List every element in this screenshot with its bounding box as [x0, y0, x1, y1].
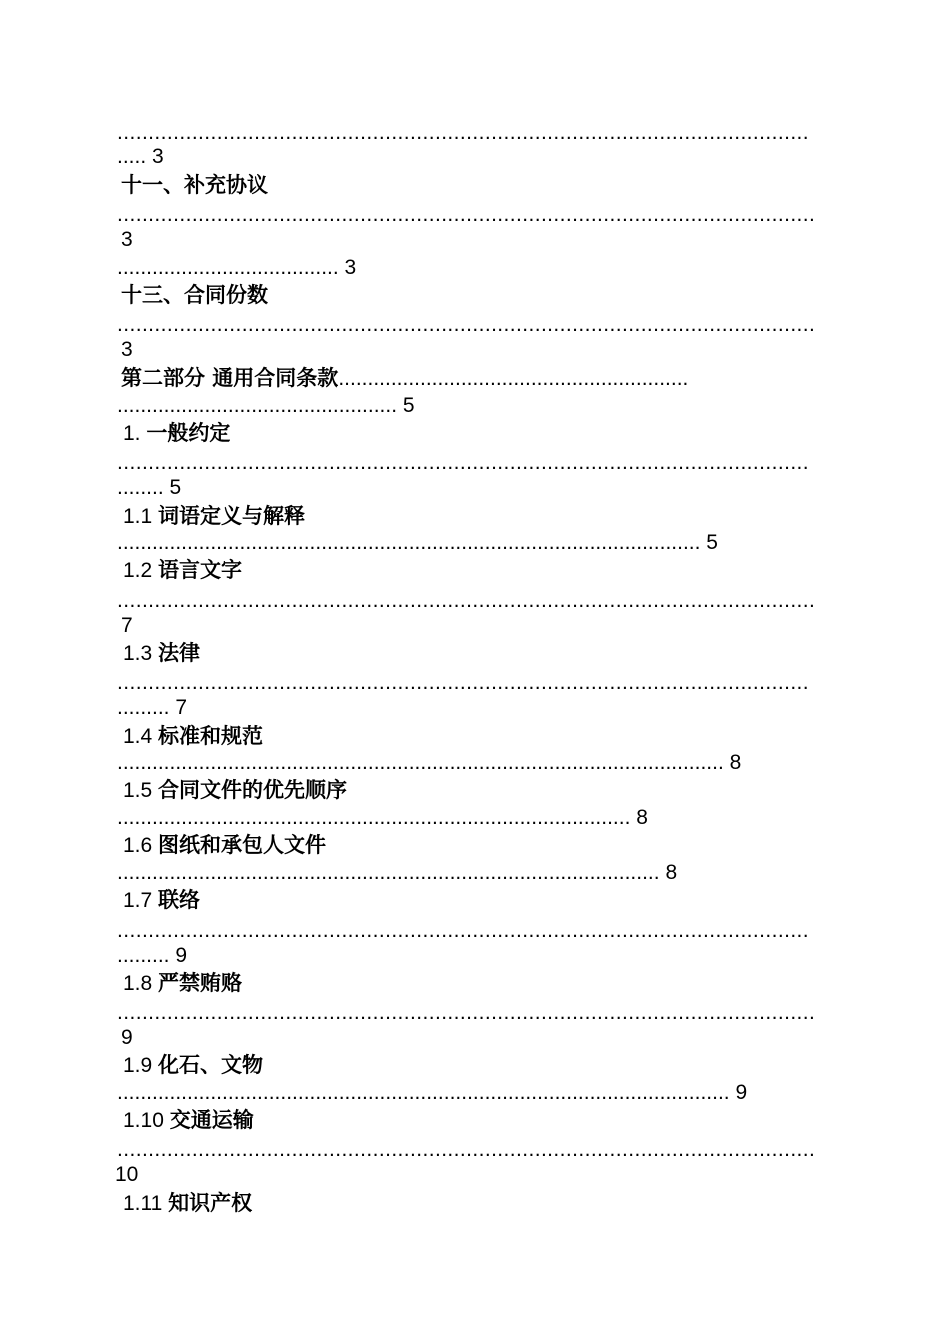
toc-leader: ................................................................................................................ [117, 1001, 816, 1024]
toc-entry-number: 1.3 [123, 642, 159, 665]
toc-leader-with-page: ............................................................................................. 8 [117, 861, 678, 884]
toc-entry-title: 知识产权 [168, 1191, 253, 1215]
toc-entry-title: 严禁贿赂 [158, 971, 243, 995]
toc-entry-1-8[interactable] [123, 970, 242, 997]
toc-leader: ............................................................................................................... [117, 121, 810, 144]
toc-page-number: 3 [121, 338, 133, 361]
toc-leader-with-page: .................................................................................................... 5 [117, 531, 718, 554]
toc-entry-title: 词语定义与解释 [158, 504, 306, 528]
toc-page-number: ......... 7 [117, 696, 188, 719]
toc-entry-section-13[interactable]: 十三、合同份数 [121, 283, 268, 307]
toc-entry-1-10[interactable] [123, 1107, 254, 1134]
toc-entry-title: 联络 [158, 888, 201, 912]
toc-entry-number: 1.7 [123, 889, 159, 912]
toc-entry-1-7[interactable] [123, 887, 200, 914]
toc-page-number: ......... 9 [117, 944, 188, 967]
toc-entry-number: 1.11 [123, 1192, 169, 1215]
toc-entry-1-9[interactable] [123, 1052, 263, 1079]
toc-entry-1-6[interactable] [123, 832, 326, 859]
toc-entry-number: 1.6 [123, 834, 159, 857]
toc-leader-with-page: ...................................... 3 [117, 256, 357, 279]
toc-entry-title: 合同文件的优先顺序 [158, 778, 348, 802]
toc-leader-with-page: ......................................................................................................... 9 [117, 1081, 748, 1104]
toc-page-number: 10 [115, 1163, 139, 1186]
toc-entry-1-5[interactable] [123, 777, 347, 804]
toc-leader: ............................................................................................................... [117, 671, 810, 694]
toc-leader: ................................................................................................................ [117, 1138, 816, 1161]
toc-entry-1-4[interactable] [123, 723, 263, 750]
toc-page-number: ........ 5 [117, 476, 182, 499]
toc-entry-number: 1.10 [123, 1109, 170, 1132]
toc-entry-title: 化石、文物 [158, 1053, 264, 1077]
toc-entry-number: 1.8 [123, 972, 159, 995]
toc-entry-part-2[interactable] [121, 365, 688, 392]
toc-entry-title: 图纸和承包人文件 [158, 833, 327, 857]
toc-leader: ................................................................................................................ [117, 589, 816, 612]
toc-leader: ............................................................................................................... [117, 451, 810, 474]
toc-entry-1-1[interactable] [123, 503, 305, 530]
toc-entry-title: 语言文字 [158, 558, 243, 582]
toc-entry-number: 1.5 [123, 779, 159, 802]
toc-leader: ............................................................................................................... [117, 919, 810, 942]
toc-entry-title: 一般约定 [146, 421, 231, 445]
toc-page-number: 3 [121, 228, 133, 251]
toc-entry-number: 1.9 [123, 1054, 159, 1077]
toc-page-number: 9 [121, 1026, 133, 1049]
toc-entry-title: 法律 [158, 641, 201, 665]
toc-entry-section-11[interactable]: 十一、补充协议 [121, 173, 268, 197]
toc-entry-title: 第二部分 通用合同条款 [121, 366, 339, 390]
toc-entry-1-3[interactable] [123, 640, 200, 667]
toc-page-number: 7 [121, 614, 133, 637]
toc-entry-1-2[interactable] [123, 557, 242, 584]
toc-entry-number: 1.1 [123, 505, 159, 528]
toc-entry-1[interactable] [123, 420, 230, 447]
toc-leader: ............................................................ [338, 367, 689, 390]
toc-entry-title: 交通运输 [169, 1108, 254, 1132]
toc-leader: ................................................................................................................ [117, 313, 816, 336]
toc-leader-with-page: ................................................ 5 [117, 394, 415, 417]
toc-entry-1-11[interactable] [123, 1190, 252, 1217]
toc-entry-title: 标准和规范 [158, 724, 264, 748]
toc-entry-number: 1.2 [123, 559, 159, 582]
toc-leader-with-page: ........................................................................................ 8 [117, 806, 648, 829]
toc-entry-number: 1.4 [123, 725, 159, 748]
toc-leader: ................................................................................................................ [117, 203, 816, 226]
toc-entry-number: 1. [123, 422, 147, 445]
toc-leader-with-page: ........................................................................................................ 8 [117, 751, 742, 774]
toc-page-number: ..... 3 [117, 145, 164, 168]
